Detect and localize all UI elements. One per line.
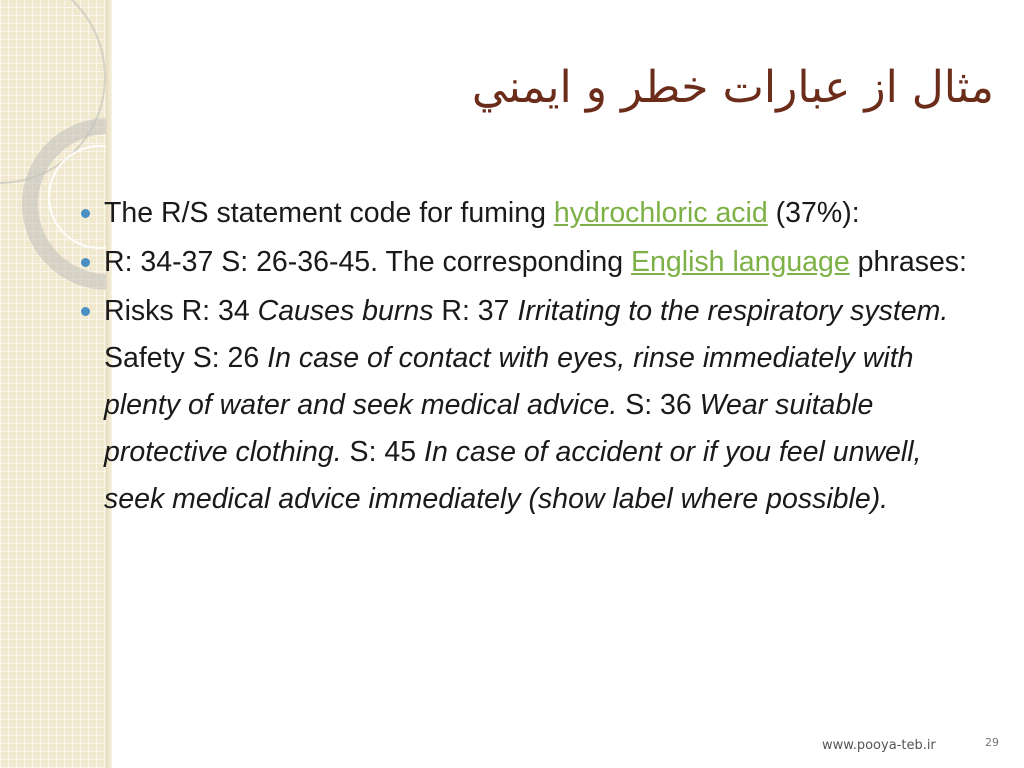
english-language-link[interactable]: English language bbox=[631, 246, 850, 278]
page-number: 29 bbox=[985, 736, 999, 749]
bullet-item bbox=[78, 288, 968, 523]
bullet-item bbox=[78, 190, 968, 237]
bullet-text: The R/S statement code for fuming bbox=[104, 197, 554, 229]
bullet-dot-icon bbox=[81, 258, 90, 267]
bullet-text: R: 34-37 S: 26-36-45. The corresponding bbox=[104, 246, 632, 278]
bullet-dot-icon bbox=[81, 307, 90, 316]
slide-title: مثال از عبارات خطر و ايمني bbox=[471, 62, 994, 113]
bullet-text: R: 37 bbox=[433, 295, 518, 327]
bullet-list bbox=[78, 190, 968, 525]
phrase-italic: Causes burns bbox=[257, 295, 434, 327]
bullet-text: Risks R: 34 bbox=[104, 295, 258, 327]
bullet-text: S: 45 bbox=[341, 436, 425, 468]
bullet-text: Safety S: 26 bbox=[104, 342, 268, 374]
bullet-dot-icon bbox=[81, 209, 90, 218]
bullet-text: phrases: bbox=[849, 246, 967, 278]
bullet-text: S: 36 bbox=[617, 389, 700, 421]
phrase-italic: In case of accident or if you feel unwell, seek medical advice immediately (show label where possible). bbox=[104, 436, 922, 515]
phrase-italic: In case of contact with eyes, rinse immediately with plenty of water and seek medical advice. bbox=[104, 342, 914, 421]
footer-url: www.pooya-teb.ir bbox=[822, 738, 936, 753]
phrase-italic: Irritating to the respiratory system. bbox=[517, 295, 949, 327]
bullet-item bbox=[78, 239, 968, 286]
phrase-italic: Wear suitable protective clothing. bbox=[104, 389, 874, 468]
hydrochloric-acid-link[interactable]: hydrochloric acid bbox=[553, 197, 768, 229]
bullet-text: (37%): bbox=[767, 197, 860, 229]
